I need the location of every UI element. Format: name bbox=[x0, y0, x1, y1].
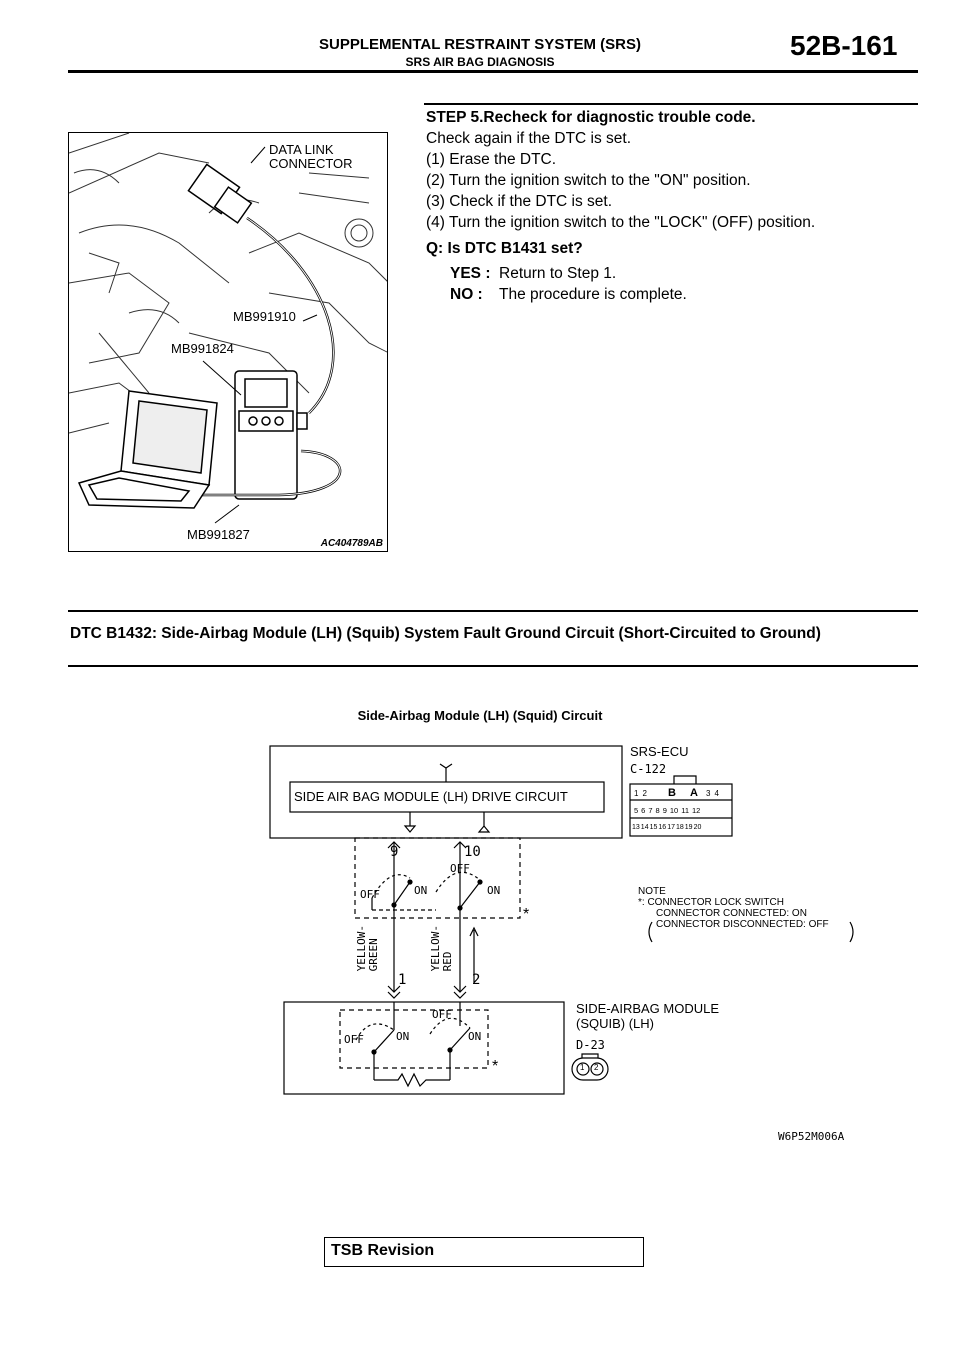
mb991827-label: MB991827 bbox=[187, 527, 250, 542]
c122-pin-18: 18 bbox=[675, 824, 684, 831]
yes-key: YES : bbox=[450, 265, 491, 282]
module-label bbox=[576, 1001, 719, 1031]
no-value: The procedure is complete. bbox=[499, 286, 687, 303]
c122-pin-14: 14 bbox=[640, 824, 649, 831]
step-item-3: (3) Check if the DTC is set. bbox=[426, 193, 613, 210]
sw1-off-label: OFF bbox=[360, 888, 380, 901]
pin-10-label: 10 bbox=[464, 844, 481, 860]
c122-label: C-122 bbox=[630, 762, 667, 776]
lock-switch-star-1: * bbox=[523, 906, 530, 923]
c122-pin-15: 15 bbox=[649, 824, 658, 831]
circuit-title: Side-Airbag Module (LH) (Squid) Circuit bbox=[357, 708, 603, 723]
page-number: 52B-161 bbox=[790, 30, 898, 61]
tsb-revision-box bbox=[324, 1237, 644, 1267]
c122-pin-13: 13 bbox=[632, 824, 640, 831]
header-rule bbox=[68, 70, 918, 73]
sw2-off-label: OFF bbox=[450, 862, 470, 875]
sw4-on-label: ON bbox=[468, 1030, 482, 1043]
sw3-off-label: OFF bbox=[344, 1033, 364, 1046]
c122-pins-row2 bbox=[634, 806, 700, 815]
sw4-off-label: OFF bbox=[432, 1008, 452, 1021]
c122-pin-19: 19 bbox=[684, 824, 693, 831]
dtc-title: DTC B1432: Side-Airbag Module (LH) (Squib) System Fault Ground Circuit (Short-Circuited to Ground) bbox=[70, 625, 821, 642]
c122-pin-17: 17 bbox=[667, 824, 675, 831]
wire-2-color-line2: RED bbox=[441, 951, 454, 972]
c122-pins-row3 bbox=[632, 824, 701, 831]
c122-pin-3: 3 bbox=[706, 789, 715, 798]
figure-id: AC404789AB bbox=[320, 538, 383, 549]
yes-value: Return to Step 1. bbox=[499, 265, 617, 282]
dlc-label bbox=[269, 143, 353, 171]
wire-2-color-line1: YELLOW- bbox=[429, 925, 442, 972]
step-item-4: (4) Turn the ignition switch to the "LOCK" (OFF) position. bbox=[426, 214, 816, 231]
sw2-on-label: ON bbox=[487, 884, 501, 897]
c122-a-label: A bbox=[690, 787, 698, 799]
c122-pin-16: 16 bbox=[658, 824, 667, 831]
note-line-3: CONNECTOR DISCONNECTED: OFF bbox=[656, 919, 829, 930]
c122-pin-11: 11 bbox=[681, 806, 689, 815]
step-intro: Check again if the DTC is set. bbox=[426, 130, 632, 147]
step-title: STEP 5.Recheck for diagnostic trouble code. bbox=[426, 109, 756, 126]
dlc-label-line1: DATA LINK bbox=[269, 142, 334, 157]
d23-pin-1: 1 bbox=[580, 1063, 585, 1072]
module-label-line1: SIDE-AIRBAG MODULE bbox=[576, 1001, 720, 1016]
note-line-1: *: CONNECTOR LOCK SWITCH bbox=[638, 897, 784, 908]
mb991824-label: MB991824 bbox=[171, 341, 234, 356]
c122-pin-10: 10 bbox=[669, 806, 679, 815]
d23-label: D-23 bbox=[576, 1038, 605, 1052]
dlc-label-line2: CONNECTOR bbox=[269, 156, 353, 171]
dtc-rule-top bbox=[68, 610, 918, 612]
c122-pin-7: 7 bbox=[648, 806, 653, 815]
note-block bbox=[638, 886, 829, 930]
lock-switch-star-2: * bbox=[492, 1058, 499, 1075]
note-line-2: CONNECTOR CONNECTED: ON bbox=[656, 908, 807, 919]
step-rule bbox=[424, 103, 918, 105]
c122-pins-row1-left bbox=[634, 789, 651, 798]
module-label-line2: (SQUIB) (LH) bbox=[576, 1016, 654, 1031]
tsb-revision-label: TSB Revision bbox=[331, 1242, 435, 1259]
c122-pin-8: 8 bbox=[655, 806, 660, 815]
circuit-figure-id: W6P52M006A bbox=[778, 1130, 845, 1143]
pin-2-label: 2 bbox=[472, 972, 481, 988]
c122-pin-12: 12 bbox=[692, 806, 701, 815]
c122-pin-6: 6 bbox=[641, 806, 646, 815]
c122-b-label: B bbox=[668, 787, 676, 799]
section-title: SUPPLEMENTAL RESTRAINT SYSTEM (SRS) bbox=[319, 36, 641, 53]
srs-ecu-label: SRS-ECU bbox=[630, 744, 689, 759]
scan-tool-figure bbox=[68, 132, 388, 552]
note-title: NOTE bbox=[638, 886, 666, 897]
c122-pins-row1-right bbox=[706, 789, 723, 798]
c122-pin-4: 4 bbox=[714, 789, 723, 798]
c122-pin-1: 1 bbox=[634, 789, 643, 798]
c122-pin-5: 5 bbox=[634, 806, 639, 815]
mb991910-label: MB991910 bbox=[233, 309, 296, 324]
c122-pin-20: 20 bbox=[693, 824, 702, 831]
pin-1-label: 1 bbox=[398, 972, 407, 988]
step-question: Q: Is DTC B1431 set? bbox=[426, 240, 583, 257]
step-item-2: (2) Turn the ignition switch to the "ON" position. bbox=[426, 172, 751, 189]
c122-pin-9: 9 bbox=[662, 806, 667, 815]
sw3-on-label: ON bbox=[396, 1030, 410, 1043]
step-item-1: (1) Erase the DTC. bbox=[426, 151, 557, 168]
no-key: NO : bbox=[450, 286, 483, 303]
wire-1-color-line2: GREEN bbox=[367, 938, 380, 972]
dtc-rule-bottom bbox=[68, 665, 918, 667]
wire-1-color-line1: YELLOW- bbox=[355, 925, 368, 972]
section-subtitle: SRS AIR BAG DIAGNOSIS bbox=[405, 55, 555, 69]
d23-pin-2: 2 bbox=[594, 1063, 599, 1072]
wire-1-color bbox=[356, 925, 380, 971]
pin-9-label: 9 bbox=[390, 844, 399, 860]
drive-circuit-label: SIDE AIR BAG MODULE (LH) DRIVE CIRCUIT bbox=[294, 789, 568, 804]
sw1-on-label: ON bbox=[414, 884, 428, 897]
c122-pin-2: 2 bbox=[642, 789, 651, 798]
wire-2-color bbox=[430, 925, 454, 971]
